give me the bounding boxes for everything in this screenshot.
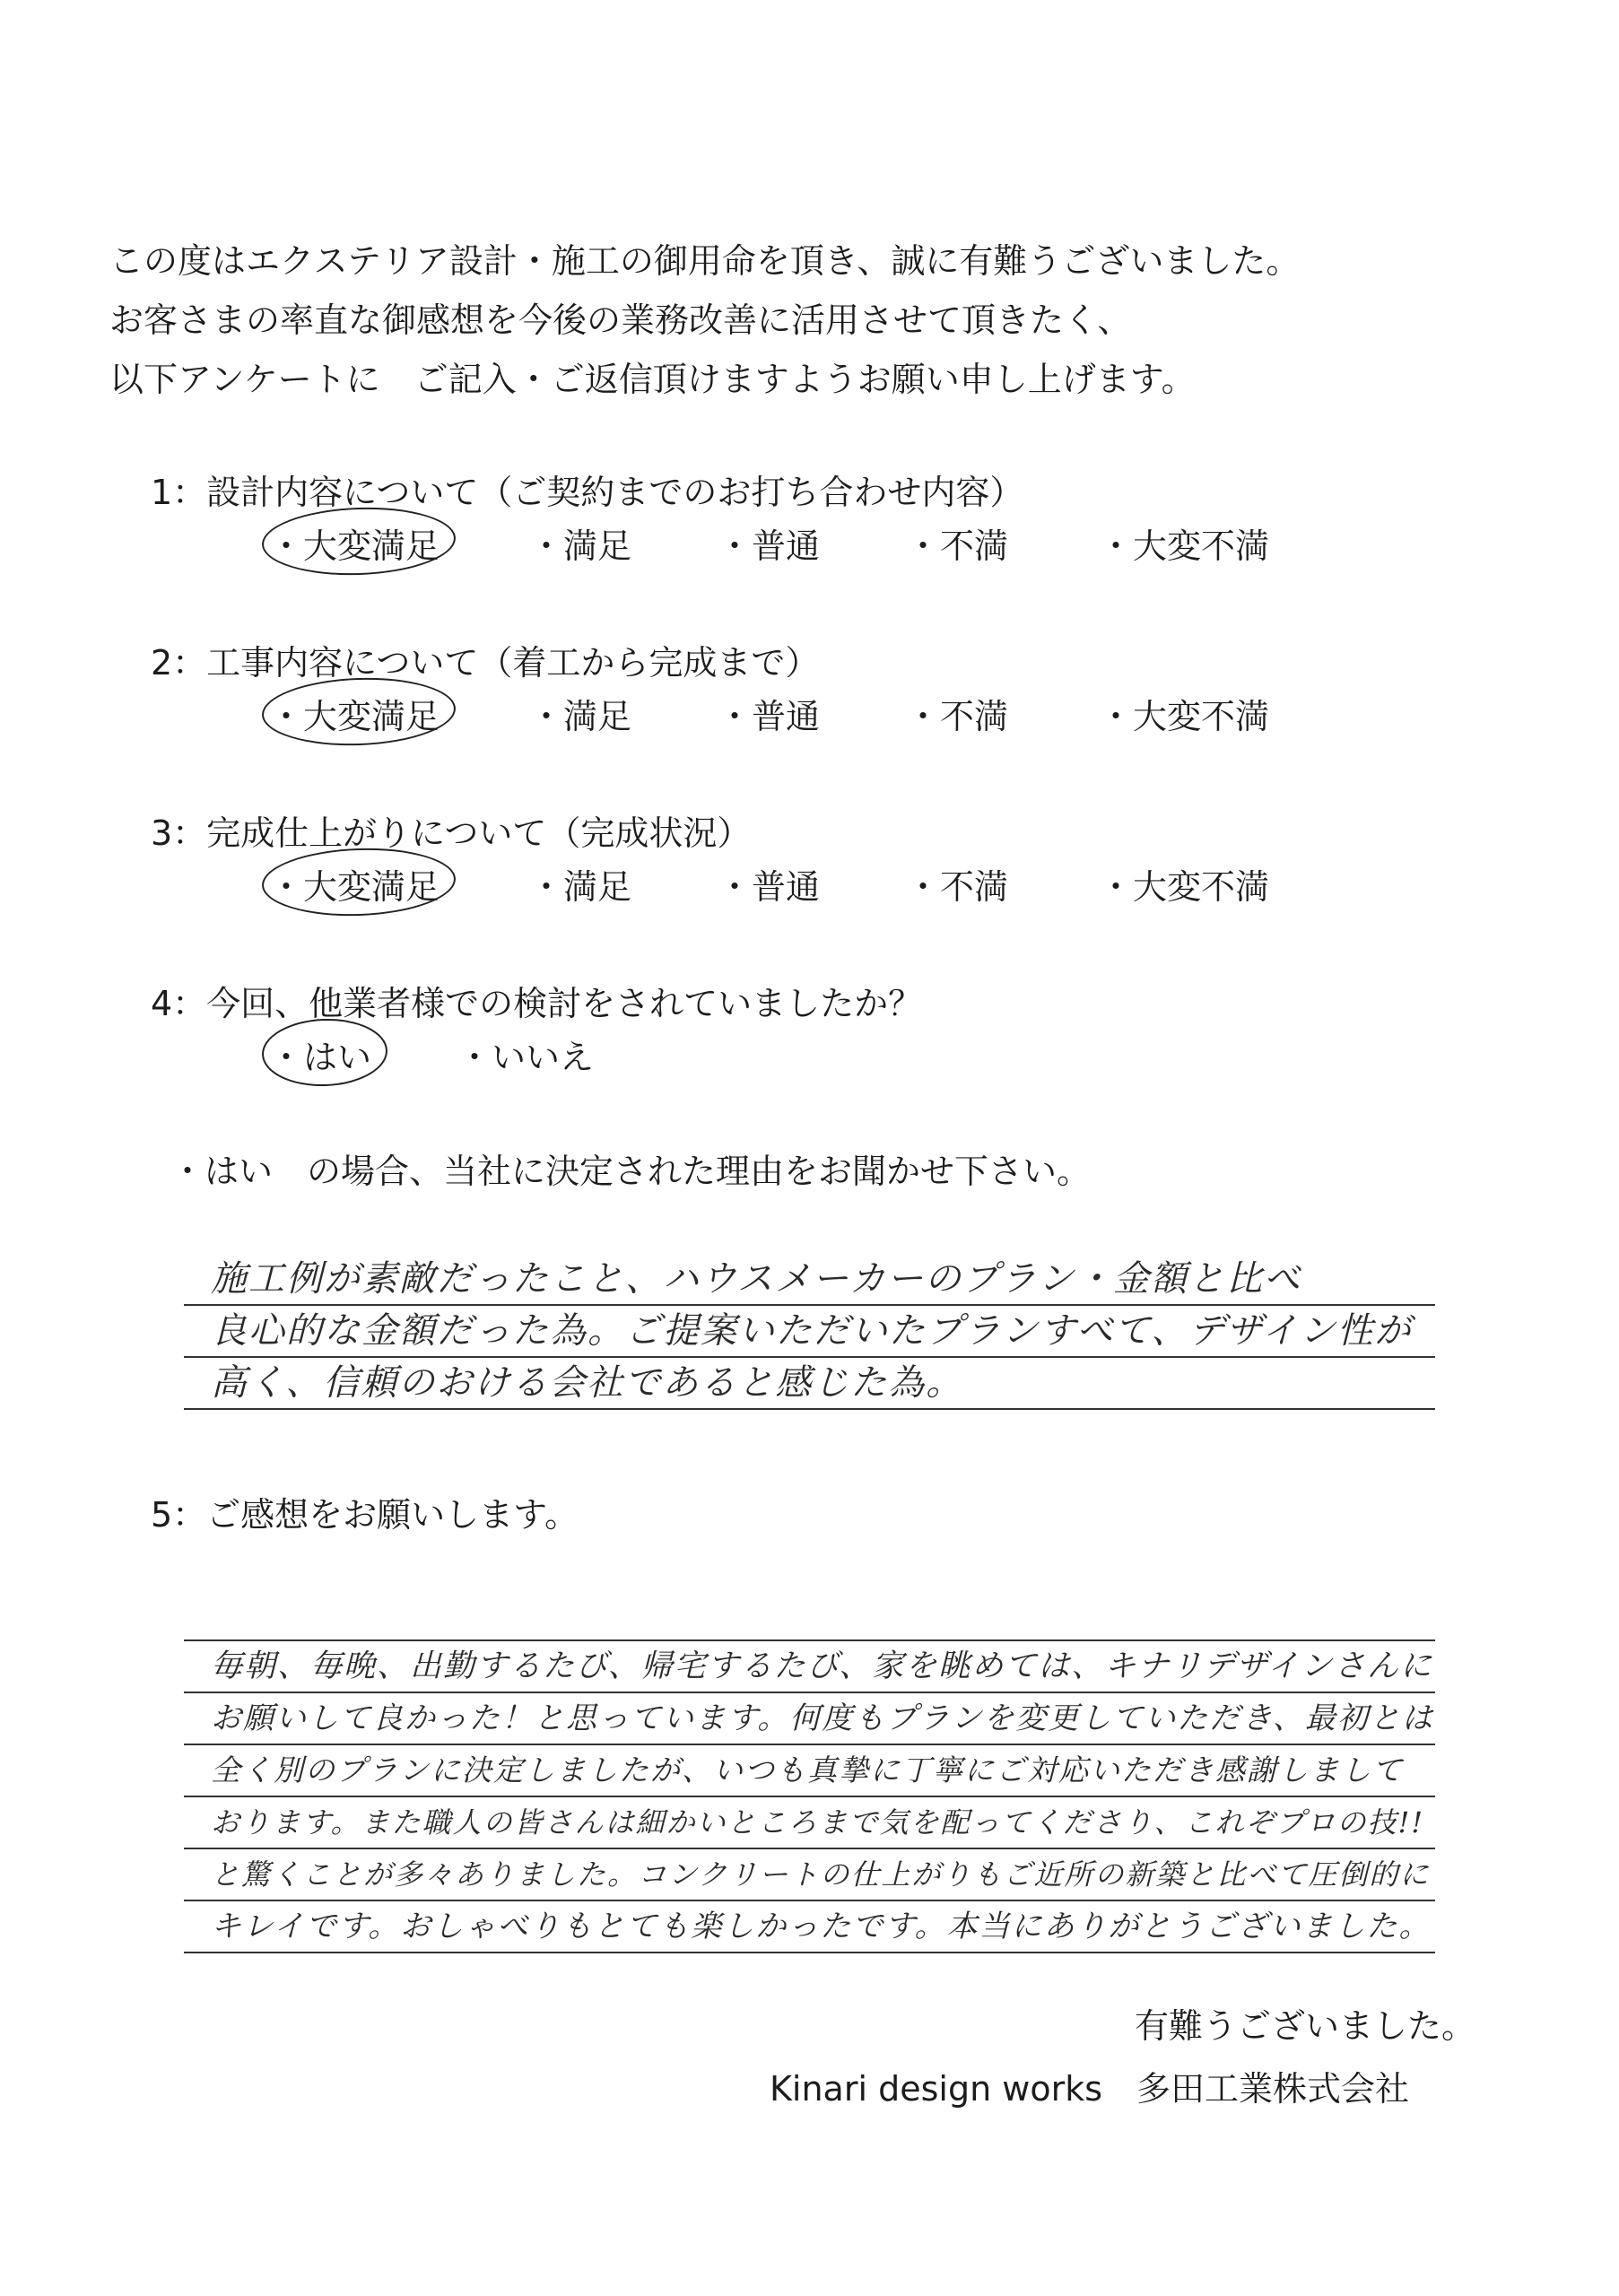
reason-answer — [184, 1254, 1435, 1410]
company-name: Kinari design works 多田工業株式会社 — [770, 2069, 1410, 2109]
option-dissatisfied: ・不満 — [906, 697, 1009, 736]
question-2-options — [269, 689, 1435, 739]
option-satisfied: ・満足 — [529, 526, 632, 566]
handwritten-line: 毎朝、毎晩、出勤するたび、帰宅するたび、家を眺めては、キナリデザインさんに — [184, 1641, 1435, 1693]
question-3-title: 3：完成仕上がりについて（完成状況） — [151, 813, 752, 853]
handwritten-line: 良心的な金額だった為。ご提案いただいたプランすべて、デザイン性が — [184, 1306, 1435, 1358]
handwritten-line: お願いして良かった！と思っています。何度もプランを変更していただき、最初とは — [184, 1693, 1435, 1745]
intro-line: お客さまの率直な御感想を今後の業務改善に活用させて頂きたく、 — [109, 300, 1132, 340]
option-very-dissatisfied: ・大変不満 — [1099, 526, 1270, 566]
question-4-options — [269, 1030, 1435, 1080]
question-2-title: 2：工事内容について（着工から完成まで） — [151, 643, 820, 683]
option-normal: ・普通 — [718, 526, 821, 566]
handwritten-line: おります。また職人の皆さんは細かいところまで気を配ってくださり、これぞプロの技!! — [184, 1797, 1435, 1849]
handwritten-line: と驚くことが多々ありました。コンクリートの仕上がりもご近所の新築と比べて圧倒的に — [184, 1849, 1435, 1901]
handwritten-line: 施工例が素敵だったこと、ハウスメーカーのプラン・金額と比べ — [184, 1254, 1435, 1306]
option-very-satisfied: ・大変満足 — [269, 518, 440, 568]
option-no: ・いいえ — [457, 1038, 595, 1077]
closing-thanks: 有難うございました。 — [1134, 2006, 1475, 2046]
question-1-title: 1：設計内容について（ご契約までのお打ち合わせ内容） — [151, 473, 1024, 512]
question-5-title: 5：ご感想をお願いします。 — [151, 1495, 579, 1535]
option-very-dissatisfied: ・大変不満 — [1099, 867, 1270, 907]
question-1-options — [269, 518, 1435, 569]
option-very-dissatisfied: ・大変不満 — [1099, 697, 1270, 736]
intro-line: 以下アンケートに ご記入・ご返信頂けますようお願い申し上げます。 — [109, 360, 1196, 399]
handwritten-line: キレイです。おしゃべりもとても楽しかったです。本当にありがとうございました。 — [184, 1901, 1435, 1953]
question-3-options — [269, 859, 1435, 909]
reason-heading: ・はい の場合、当社に決定された理由をお聞かせ下さい。 — [170, 1152, 1092, 1191]
option-dissatisfied: ・不満 — [906, 867, 1009, 907]
handwritten-line-empty — [184, 1589, 1435, 1641]
option-dissatisfied: ・不満 — [906, 526, 1009, 566]
impressions-answer — [184, 1589, 1435, 1953]
intro-line: この度はエクステリア設計・施工の御用命を頂き、誠に有難うございました。 — [109, 241, 1301, 281]
option-satisfied: ・満足 — [529, 867, 632, 907]
option-satisfied: ・満足 — [529, 697, 632, 736]
option-normal: ・普通 — [718, 867, 821, 907]
handwritten-line: 全く別のプランに決定しましたが、いつも真摯に丁寧にご対応いただき感謝しまして — [184, 1745, 1435, 1797]
question-4-title: 4：今回、他業者様での検討をされていましたか？ — [151, 984, 923, 1023]
option-very-satisfied: ・大変満足 — [269, 859, 440, 909]
option-very-satisfied: ・大変満足 — [269, 689, 440, 738]
handwritten-line: 高く、信頼のおける会社であると感じた為。 — [184, 1358, 1435, 1410]
option-yes: ・はい — [269, 1030, 371, 1079]
option-normal: ・普通 — [718, 697, 821, 736]
intro-text — [109, 231, 1300, 409]
